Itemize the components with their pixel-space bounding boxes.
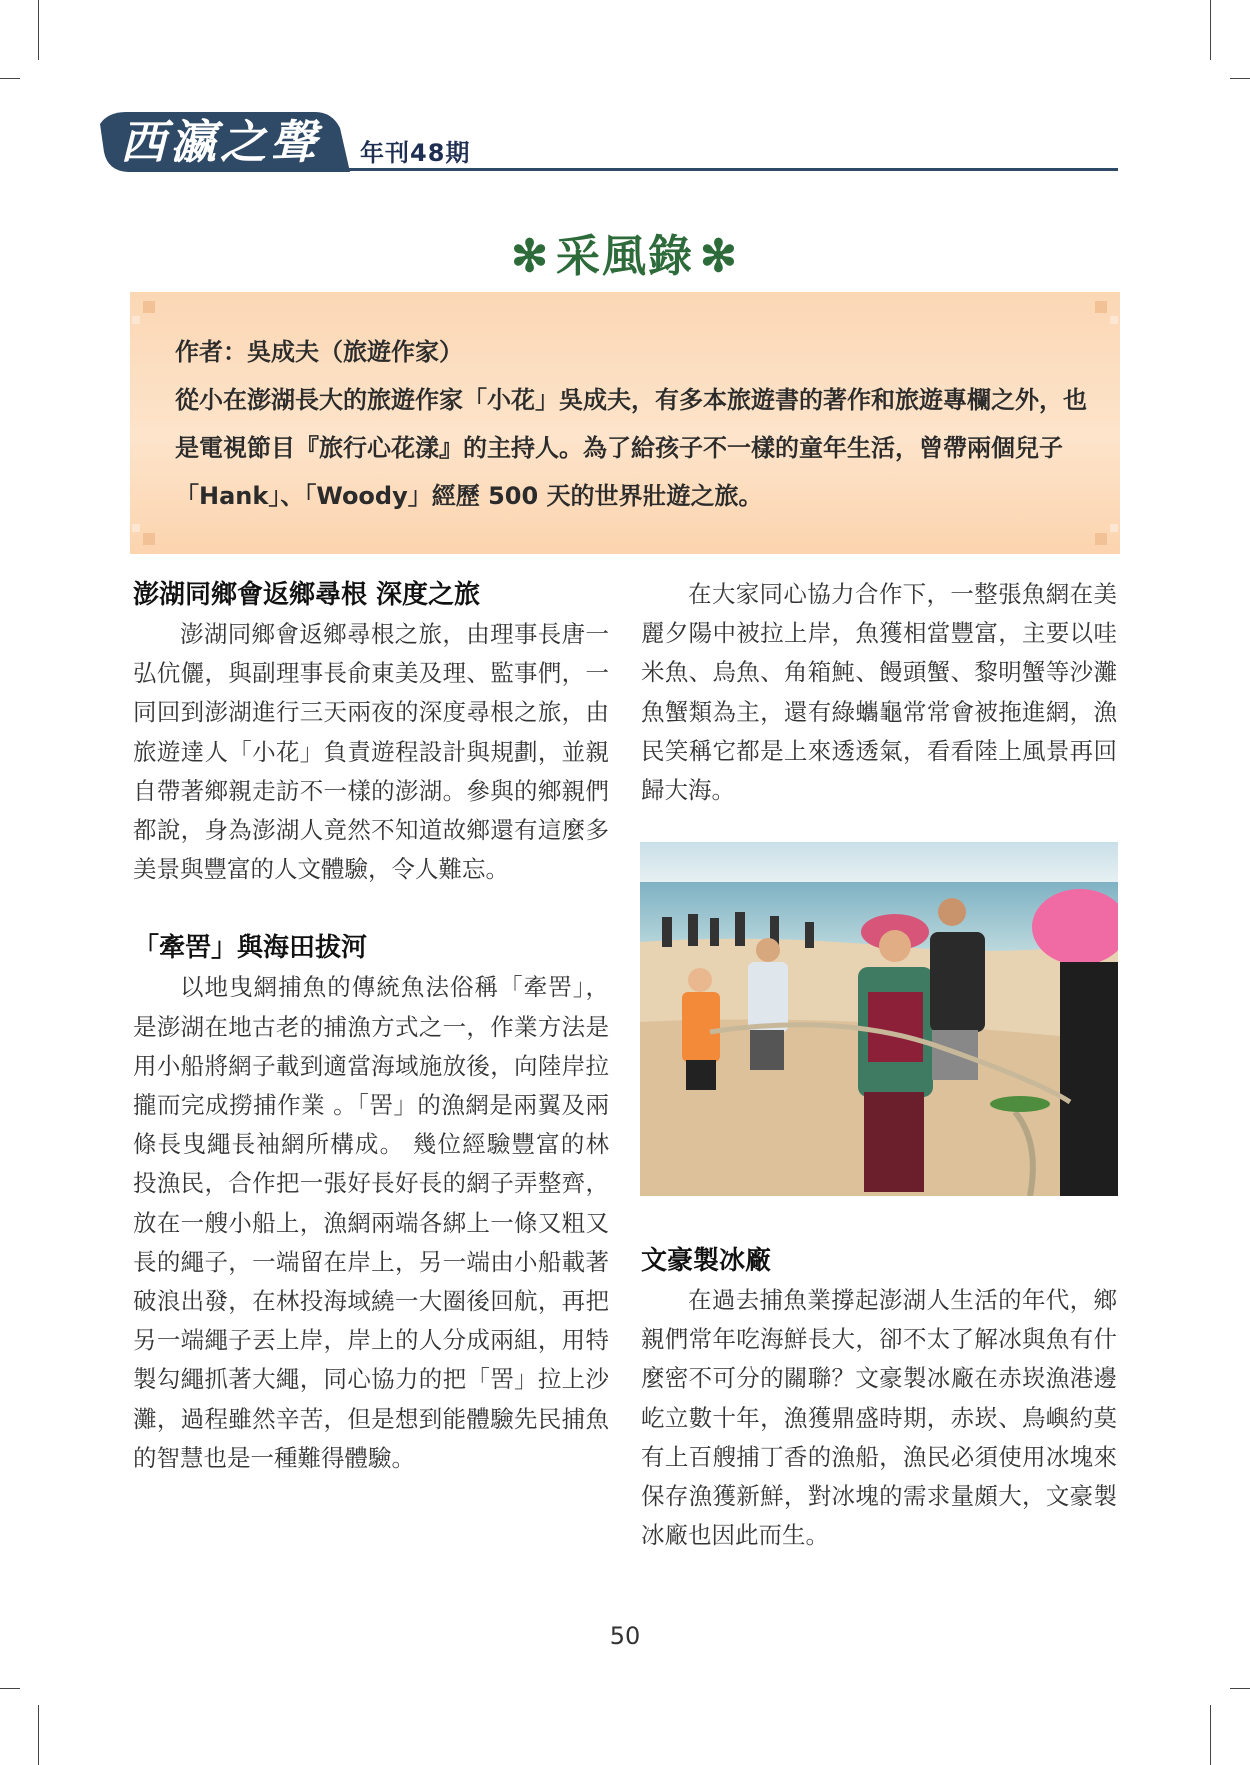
decor-corner [143, 533, 155, 545]
page-number: 50 [609, 1622, 641, 1650]
decor-corner [132, 524, 140, 532]
decor-corner [1110, 524, 1118, 532]
crop-mark [38, 1705, 39, 1765]
section-title-text: 采風錄 [556, 231, 694, 282]
crop-mark [0, 1688, 20, 1689]
left-column [133, 575, 609, 1478]
section-heading: 澎湖同鄉會返鄉尋根 深度之旅 [133, 580, 481, 610]
crop-mark [1210, 0, 1211, 60]
decor-corner [1110, 316, 1118, 324]
intro-text [175, 328, 1095, 520]
right-column-top [641, 575, 1117, 810]
crop-mark [1230, 78, 1250, 79]
decor-corner [1095, 533, 1107, 545]
section-body: 在大家同心協力合作下，一整張魚網在美麗夕陽中被拉上岸，魚獲相當豐富，主要以哇米魚、烏魚、角箱魨、饅頭蟹、黎明蟹等沙灘魚蟹類為主，還有綠蠵龜常常會被拖進網，漁民笑稱它都是上來透透氣，看看陸上風景再回歸大海。 [641, 580, 1117, 805]
crop-mark [1230, 1688, 1250, 1689]
section-heading: 「牽罟」與海田拔河 [133, 933, 368, 964]
section-body: 以地曳網捕魚的傳統魚法俗稱「牽罟」，是澎湖在地古老的捕漁方式之一，作業方法是用小船將網子載到適當海域施放後，向陸岸拉攏而完成撈捕作業 。「罟」的漁網是兩翼及兩條長曳繩長袖網所構成。 幾位經驗豐富的林投漁民，合作把一張好長好長的網子弄整齊，放在一艘小船上，漁網兩端各綁上一條又粗又長的繩子，一端留在岸上，另一端由小船載著破浪出發，在林投海域繞一大圈後回航，再把另一端繩子丟上岸，岸上的人分成兩組，用特製勾繩抓著大繩，同心協力的把「罟」拉上沙灘，過程雖然辛苦，但是想到能體驗先民捕魚的智慧也是一種難得體驗。 [133, 973, 609, 1472]
section-heading: 文豪製冰廠 [641, 1246, 772, 1276]
section-body: 澎湖同鄉會返鄉尋根之旅，由理事長唐一弘伉儷，與副理事長俞東美及理、監事們，一同回到澎湖進行三天兩夜的深度尋根之旅，由旅遊達人「小花」負責遊程設計與規劃，並親自帶著鄉親走訪不一樣的澎湖。參與的鄉親們都說，身為澎湖人竟然不知道故鄉還有這麼多美景與豐富的人文體驗，令人難忘。 [133, 620, 609, 884]
issue-label: 年刊48期 [360, 139, 471, 167]
asterisk-icon: ✻ [511, 231, 550, 282]
right-column-bottom [641, 1241, 1117, 1555]
asterisk-icon: ✻ [700, 231, 739, 282]
decor-corner [1095, 301, 1107, 313]
crop-mark [38, 0, 39, 60]
header-logo: 西瀛之聲 [120, 115, 320, 169]
decor-corner [143, 301, 155, 313]
author-line: 作者：吳成夫（旅遊作家） [175, 338, 463, 366]
crop-mark [1210, 1705, 1211, 1765]
header-divider [330, 168, 1118, 171]
section-title [0, 220, 1250, 284]
crop-mark [0, 78, 20, 79]
section-body: 在過去捕魚業撐起澎湖人生活的年代，鄉親們常年吃海鮮長大，卻不太了解冰與魚有什麼密不可分的關聯？文豪製冰廠在赤崁漁港邊屹立數十年，漁獲鼎盛時期，赤崁、鳥嶼約莫有上百艘捕丁香的漁船，漁民必須使用冰塊來保存漁獲新鮮，對冰塊的需求量頗大，文豪製冰廠也因此而生。 [641, 1286, 1117, 1550]
beach-net-pulling-photo [640, 842, 1118, 1196]
decor-corner [132, 316, 140, 324]
author-bio: 從小在澎湖長大的旅遊作家「小花」吳成夫，有多本旅遊書的著作和旅遊專欄之外，也是電視節目『旅行心花漾』的主持人。為了給孩子不一樣的童年生活，曾帶兩個兒子「Hank」、「Woody」經歷 500 天的世界壯遊之旅。 [175, 386, 1087, 510]
